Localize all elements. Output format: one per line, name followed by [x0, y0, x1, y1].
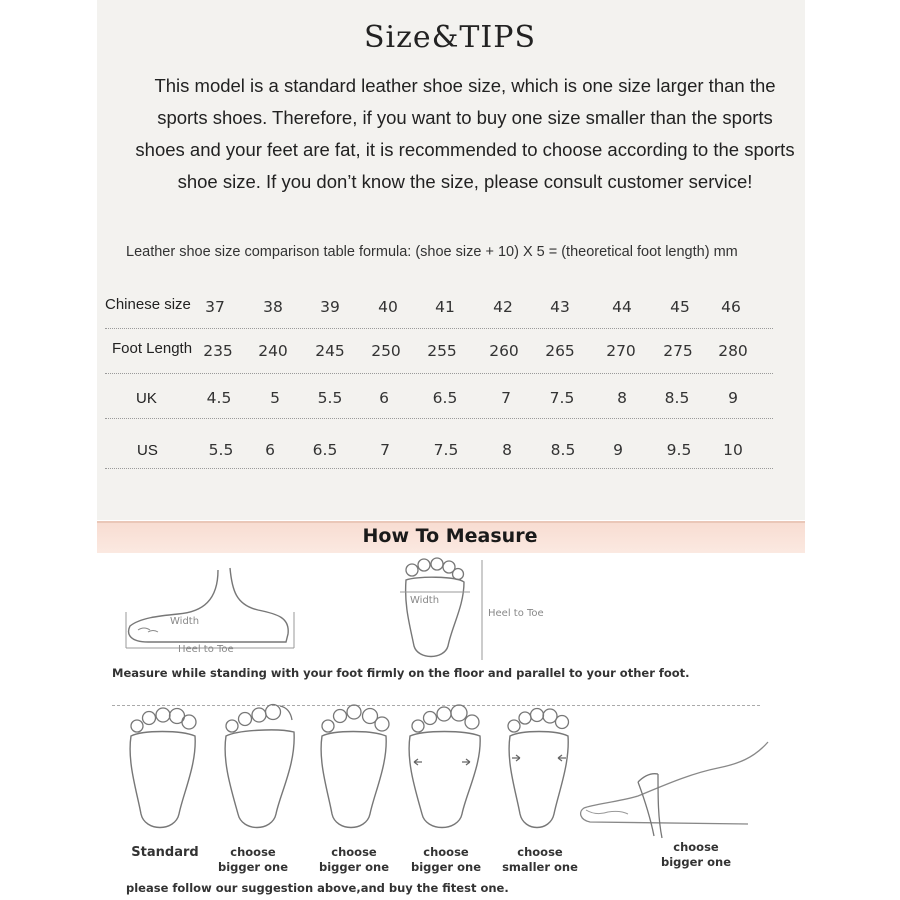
table-cell: 240: [258, 342, 288, 360]
foot-caption: [400, 845, 492, 875]
high-instep-foot-icon: [578, 738, 773, 840]
caption-line: choose: [423, 845, 469, 859]
table-cell: 275: [663, 342, 693, 360]
table-cell: 6: [379, 389, 389, 407]
table-cell: 7.5: [549, 389, 575, 407]
caption-line: bigger one: [411, 860, 481, 874]
row-label: UK: [136, 390, 157, 407]
standard-foot-icon: [123, 702, 203, 834]
wide-foot-icon: [404, 702, 486, 834]
table-cell: 4.5: [206, 389, 232, 407]
caption-line: choose: [230, 845, 276, 859]
row-divider: [105, 468, 773, 469]
side-foot-icon: [118, 560, 308, 660]
table-row-chinese-size: [105, 296, 773, 320]
heel-to-toe-label: Heel to Toe: [178, 644, 234, 655]
caption-line: choose: [331, 845, 377, 859]
table-cell: 46: [721, 298, 741, 316]
table-cell: 280: [718, 342, 748, 360]
narrow-foot-icon: [500, 702, 578, 834]
table-cell: 38: [263, 298, 283, 316]
intro-text: This model is a standard leather shoe size, which is one size larger than the sports shoes. Therefore, if you want to buy one size smaller than the sports shoes and your feet are fat, it is recommended to choose according to the sports shoe size. If you don’t know the size, please consult customer service!: [135, 75, 795, 192]
row-divider: [105, 418, 773, 419]
row-label: Foot Length: [112, 340, 193, 357]
table-cell: 39: [320, 298, 340, 316]
table-row-uk: [105, 387, 773, 411]
table-cell: 8: [502, 441, 512, 459]
caption-line: choose: [517, 845, 563, 859]
width-label: Width: [410, 595, 440, 606]
table-cell: 265: [545, 342, 575, 360]
table-cell: 235: [203, 342, 233, 360]
foot-caption: [119, 845, 211, 860]
table-cell: 6.5: [312, 441, 338, 459]
table-cell: 6.5: [432, 389, 458, 407]
heel-to-toe-label: Heel to Toe: [488, 608, 544, 619]
table-cell: 37: [205, 298, 225, 316]
table-cell: 44: [612, 298, 632, 316]
caption-line: choose: [673, 840, 719, 854]
table-cell: 9: [613, 441, 623, 459]
foot-caption: [494, 845, 586, 875]
table-cell: 245: [315, 342, 345, 360]
formula-text: Leather shoe size comparison table formula: (shoe size + 10) X 5 = (theoretical foot length) mm: [126, 244, 738, 260]
table-cell: 42: [493, 298, 513, 316]
long-toe-foot-icon: [314, 702, 396, 834]
table-cell: 7: [501, 389, 511, 407]
foot-caption: [650, 840, 742, 870]
measure-instruction: Measure while standing with your foot firmly on the floor and parallel to your other foot.: [112, 666, 690, 680]
page-title: Size&TIPS: [363, 20, 536, 55]
row-divider: [105, 373, 773, 374]
foot-caption: [207, 845, 299, 875]
footer-note: please follow our suggestion above,and buy the fitest one.: [126, 881, 509, 895]
table-cell: 270: [606, 342, 636, 360]
caption-line: bigger one: [218, 860, 288, 874]
row-label: Chinese size: [105, 296, 191, 313]
wide-toe-foot-icon: [218, 702, 302, 834]
table-cell: 250: [371, 342, 401, 360]
caption-line: Standard: [131, 845, 199, 860]
row-label: US: [137, 442, 158, 459]
caption-line: bigger one: [319, 860, 389, 874]
table-cell: 260: [489, 342, 519, 360]
table-cell: 255: [427, 342, 457, 360]
caption-line: smaller one: [502, 860, 578, 874]
table-cell: 7.5: [433, 441, 459, 459]
table-cell: 7: [380, 441, 390, 459]
table-cell: 8: [617, 389, 627, 407]
row-divider: [105, 328, 773, 329]
table-cell: 5: [270, 389, 280, 407]
table-row-us: [105, 439, 773, 463]
table-cell: 6: [265, 441, 275, 459]
foot-caption: [308, 845, 400, 875]
table-cell: 8.5: [550, 441, 576, 459]
caption-line: bigger one: [661, 855, 731, 869]
table-row-foot-length: [105, 340, 773, 364]
table-cell: 5.5: [208, 441, 234, 459]
table-cell: 41: [435, 298, 455, 316]
table-cell: 5.5: [317, 389, 343, 407]
table-cell: 40: [378, 298, 398, 316]
table-cell: 8.5: [664, 389, 690, 407]
table-cell: 9.5: [666, 441, 692, 459]
top-foot-icon: [392, 556, 572, 664]
width-label: Width: [170, 616, 200, 627]
table-cell: 10: [723, 441, 743, 459]
table-cell: 45: [670, 298, 690, 316]
table-cell: 9: [728, 389, 738, 407]
how-to-measure-heading: How To Measure: [362, 525, 538, 547]
table-cell: 43: [550, 298, 570, 316]
